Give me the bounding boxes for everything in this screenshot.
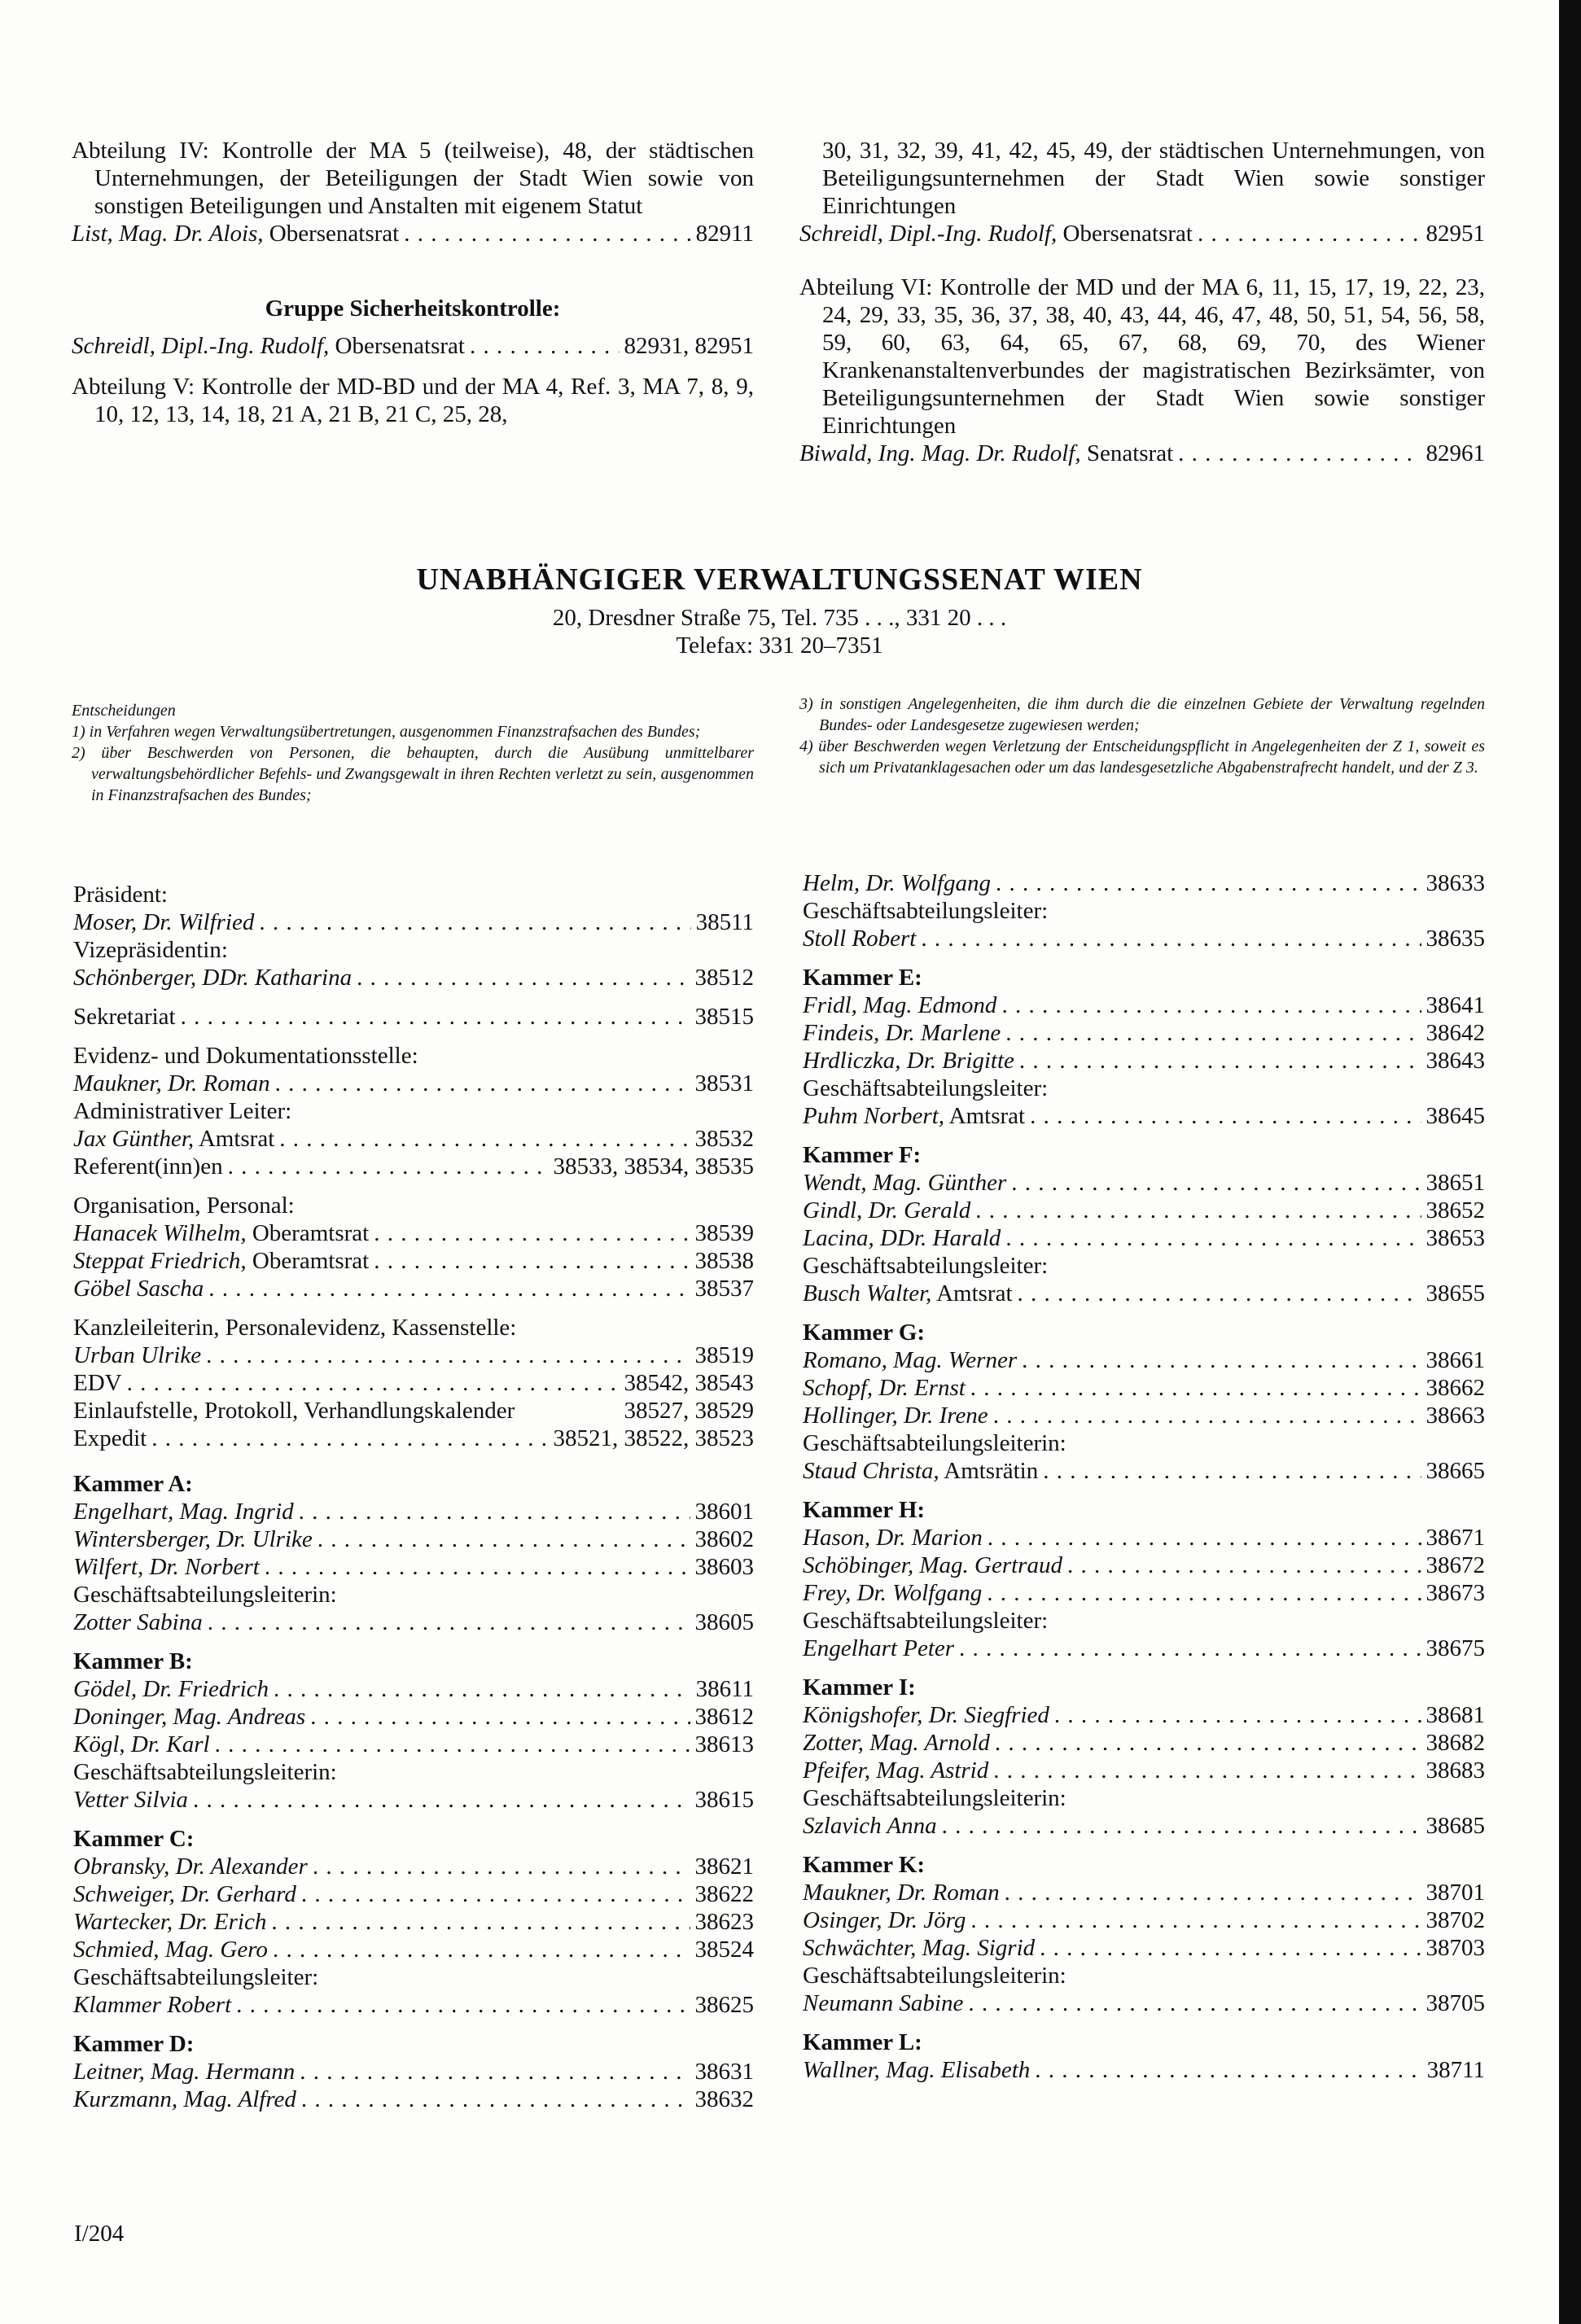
member-entry [73,1991,754,2019]
expedit-label: Expedit [73,1425,147,1451]
member-entry [803,1019,1485,1047]
member-entry [803,1989,1485,2017]
phone-number: 38682 [1426,1730,1485,1756]
top-right-column [799,137,1485,467]
person-name: Kurzmann, Mag. Alfred [73,2086,296,2112]
ga-label: Geschäftsabteilungsleiter: [803,1253,1049,1279]
fax-line: Telefax: 331 20–7351 [676,632,883,659]
person-name: Zotter Sabina [73,1609,203,1635]
phone-number: 38605 [694,1609,754,1635]
member-entry [803,1934,1485,1962]
person-name: Findeis, Dr. Marlene [803,1020,1001,1046]
person-name: Vetter Silvia [73,1787,188,1813]
page-number: I/204 [74,2221,125,2247]
phone-number: 38602 [694,1526,754,1552]
person-name: Engelhart Peter [803,1635,955,1661]
phone-number: 38615 [694,1787,754,1813]
member-entry [803,1457,1485,1485]
phone-number: 38701 [1426,1880,1485,1906]
ga-label: Geschäftsabteilungsleiterin: [73,1759,337,1785]
person-role: Amtsrat [948,1103,1026,1129]
person-role: Oberamtsrat [252,1248,370,1274]
person-name: Steppat Friedrich, [73,1248,247,1274]
phone-number: 38662 [1426,1375,1485,1401]
org-label: Organisation, Personal: [73,1193,295,1219]
address-line: 20, Dresdner Straße 75, Tel. 735 . . ., 331 20 . . . [552,605,1007,631]
member-entry [803,1729,1485,1757]
secretariat-label: Sekretariat [73,1004,176,1030]
person-name: Staud Christa, [803,1458,939,1484]
member-entry [803,1102,1485,1130]
person-role: Obersenatsrat [1062,221,1193,247]
member-entry [803,1197,1485,1224]
abteilung-v-text: Abteilung V: Kontrolle der MD-BD und der MA 4, Ref. 3, MA 7, 8, 9, 10, 12, 13, 14, 18, 21 A, 21 B, 21 C, 25, 28, [72,374,754,427]
phone-number: 38542, 38543 [624,1370,754,1396]
vice-president-label: Vizepräsidentin: [73,937,228,963]
abteilung-vi-text: Abteilung VI: Kontrolle der MD und der MA 6, 11, 15, 17, 19, 22, 23, 24, 29, 33, 35, 36, 37, 38, 40, 43, 44, 46, 47, 48, 50, 51, 54, 56, 58, 59, 60, 63, 64, 65, 67, 68, 69, 70, des Wiener Krankenanstaltenverbundes der magistratischen Bezirksämter, von Beteiligungsunternehmen der Stadt Wien sowie sonstiger Einrichtungen [799,274,1485,439]
kammer-block [73,1648,754,1825]
phone-number: 38705 [1426,1990,1485,2016]
person-name: Helm, Dr. Wolfgang [803,870,991,896]
kammer-l [803,2029,1485,2095]
phone-number: 38611 [695,1676,754,1702]
member-entry [73,1608,754,1636]
abteilung-vi-entry [799,440,1485,467]
phone-number: 38521, 38522, 38523 [553,1425,754,1451]
vice-president-entry [73,964,754,991]
edv-entry [73,1369,754,1397]
kammer-block [803,964,1485,1141]
kammer-block [803,1674,1485,1851]
member-entry [803,1552,1485,1579]
person-name: Gödel, Dr. Friedrich [73,1676,269,1702]
kammer-heading: Kammer D: [73,2031,195,2057]
person-name: Schreidl, Dipl.-Ing. Rudolf, [72,333,330,359]
abteilung-iv-entry [72,220,754,247]
phone-number: 38539 [694,1220,754,1246]
member-entry [803,925,1485,952]
person-name: Pfeifer, Mag. Astrid [803,1757,989,1783]
phone-number: 38652 [1426,1197,1485,1223]
phone-number: 38673 [1426,1580,1485,1606]
group-entry [72,332,754,360]
decision-item: 4) über Beschwerden wegen Verletzung der Entscheidungspflicht in Angelegenheiten der Z 1, soweit es sich um Privatanklagesachen oder um das landesgesetzliche Abgabenstrafrecht handelt, und der Z 3. [799,737,1485,777]
phone-number: 38632 [694,2086,754,2112]
member-entry [803,1579,1485,1607]
member-entry [803,991,1485,1019]
edv-label: EDV [73,1370,122,1396]
evidenz-entry [73,1070,754,1097]
ga-label: Geschäftsabteilungsleiter: [73,1964,319,1990]
phone-number: 38702 [1426,1907,1485,1933]
member-entry [73,1936,754,1963]
person-name: Lacina, DDr. Harald [803,1225,1001,1251]
person-name: List, Mag. Dr. Alois, [72,221,264,247]
phone-number: 38527, 38529 [624,1398,754,1424]
phone-number: 38642 [1426,1020,1485,1046]
phone-number: 38531 [694,1070,754,1096]
phone-number: 38519 [694,1342,754,1368]
person-role: Obersenatsrat [335,333,465,359]
phone-number: 38653 [1426,1225,1485,1251]
abteilung-iv-text: Abteilung IV: Kontrolle der MA 5 (teilweise), 48, der städtischen Unternehmungen, der Beteiligungen der Stadt Wien sowie von sonstigen Beteiligungen und Anstalten mit eigenem Statut [72,138,754,219]
member-entry [803,1879,1485,1906]
phone-number: 38685 [1426,1813,1485,1839]
person-name: Engelhart, Mag. Ingrid [73,1499,294,1525]
member-entry [73,1703,754,1731]
kammer-heading: Kammer B: [73,1648,193,1674]
member-entry [803,1701,1485,1729]
decision-item: 2) über Beschwerden von Personen, die behaupten, durch die Ausübung unmittelbarer verwaltungsbehördlicher Befehls- und Zwangsgewalt in ihren Rechten verletzt zu sein, ausgenommen in Finanzstrafsachen des Bundes; [72,744,754,804]
einlauf-label: Einlaufstelle, Protokoll, Verhandlungskalender [73,1398,515,1424]
member-entry [803,1524,1485,1552]
phone-number: 38625 [694,1992,754,2018]
person-name: Schönberger, DDr. Katharina [73,965,353,991]
person-name: Königshofer, Dr. Siegfried [803,1702,1049,1728]
person-name: Romano, Mag. Werner [803,1347,1018,1373]
person-name: Kögl, Dr. Karl [73,1731,210,1757]
phone-number: 38711 [1426,2057,1485,2083]
phone-number: 38533, 38534, 38535 [553,1153,754,1180]
president-entry [73,908,754,936]
admin-entry [73,1125,754,1153]
person-name: Stoll Robert [803,926,917,952]
kammer-block [73,1470,754,1648]
phone-number: 38683 [1426,1757,1485,1783]
ga-label: Geschäftsabteilungsleiter: [803,1075,1049,1101]
kammer-d-start [73,2030,754,2113]
member-entry [803,2056,1485,2084]
top-left-column [72,137,754,428]
person-name: Hollinger, Dr. Irene [803,1403,988,1429]
phone-number: 38537 [694,1276,754,1302]
member-entry [73,1498,754,1525]
kammer-heading: Kammer A: [73,1471,193,1497]
member-entry [73,1525,754,1553]
phone-number: 38672 [1426,1552,1485,1578]
ga-label: Geschäftsabteilungsleiterin: [803,1785,1066,1811]
member-entry [803,1169,1485,1197]
person-name: Biwald, Ing. Mag. Dr. Rudolf, [799,440,1081,466]
phone-number: 38661 [1426,1347,1485,1373]
person-name: Maukner, Dr. Roman [73,1070,270,1096]
kanzlei-label: Kanzleileiterin, Personalevidenz, Kassenstelle: [73,1315,517,1341]
member-entry [73,2085,754,2113]
member-entry [803,1812,1485,1840]
kammer-heading: Kammer E: [803,965,922,991]
phone-number: 38633 [1426,870,1485,896]
kammer-heading: Kammer I: [803,1674,916,1700]
ga-label: Geschäftsabteilungsleiter: [803,1608,1049,1634]
person-role: Amtsrätin [944,1458,1039,1484]
member-entry [803,1906,1485,1934]
ga-label: Geschäftsabteilungsleiterin: [803,1430,1066,1456]
person-name: Wendt, Mag. Günther [803,1170,1007,1196]
phone-number: 38641 [1426,992,1485,1018]
phone-number: 38651 [1426,1170,1485,1196]
lower-left-column [73,881,754,2113]
person-name: Wallner, Mag. Elisabeth [803,2057,1031,2083]
member-entry [803,1047,1485,1074]
kammer-heading: Kammer C: [73,1826,195,1852]
kammer-heading: Kammer L: [803,2029,922,2055]
secretariat-entry [73,1003,754,1031]
phone-number: 38511 [695,909,754,935]
person-name: Fridl, Mag. Edmond [803,992,997,1018]
person-name: Neumann Sabine [803,1990,964,2016]
kammer-heading: Kammer F: [803,1142,922,1168]
person-name: Göbel Sascha [73,1276,204,1302]
kammer-block [73,1825,754,2030]
member-entry [73,1553,754,1581]
org-entry [73,1247,754,1275]
kammern-left [73,1470,754,2030]
kammer-block [803,2029,1485,2095]
phone-number: 38663 [1426,1403,1485,1429]
person-name: Puhm Norbert, [803,1103,944,1129]
phone-number: 82911 [695,221,754,247]
member-entry [73,1731,754,1758]
group-heading: Gruppe Sicherheitskontrolle: [265,295,561,322]
section-title: UNABHÄNGIGER VERWALTUNGSSENAT WIEN [416,562,1143,597]
ga-label: Geschäftsabteilungsleiterin: [803,1963,1066,1989]
phone-number: 38601 [694,1499,754,1525]
person-name: Wilfert, Dr. Norbert [73,1554,260,1580]
person-name: Moser, Dr. Wilfried [73,909,255,935]
person-name: Schweiger, Dr. Gerhard [73,1881,296,1907]
ga-label: Geschäftsabteilungsleiter: [803,898,1049,924]
expedit-entry [73,1425,754,1452]
abteilung-v-continuation: 30, 31, 32, 39, 41, 42, 45, 49, der städtischen Unternehmungen, von Beteiligungsunternehmen der Stadt Wien sowie sonstiger Einrichtungen [822,138,1485,219]
person-name: Klammer Robert [73,1992,232,2018]
phone-number: 38621 [694,1854,754,1880]
member-entry [803,1757,1485,1784]
president-label: Präsident: [73,882,168,908]
phone-number: 38623 [694,1909,754,1935]
phone-number: 38613 [694,1731,754,1757]
person-name: Schöbinger, Mag. Gertraud [803,1552,1062,1578]
kanzlei-entry [73,1341,754,1369]
phone-number: 38612 [694,1704,754,1730]
einlauf-entry [73,1397,754,1425]
referent-entry [73,1153,754,1180]
referent-label: Referent(inn)en [73,1153,223,1180]
kammer-block [803,1319,1485,1496]
person-name: Urban Ulrike [73,1342,202,1368]
member-entry [803,1224,1485,1252]
member-entry [803,1402,1485,1429]
phone-number: 38635 [1426,926,1485,952]
scan-edge [1559,0,1581,2324]
member-entry [73,1853,754,1880]
person-role: Obersenatsrat [269,221,400,247]
person-name: Maukner, Dr. Roman [803,1880,1000,1906]
kammer-heading: Kammer G: [803,1320,926,1346]
address-block [0,604,1559,659]
evidenz-label: Evidenz- und Dokumentationsstelle: [73,1043,418,1069]
person-role: Senatsrat [1086,440,1174,466]
kammer-block [803,1496,1485,1674]
person-name: Busch Walter, [803,1280,932,1306]
phone-number: 82951 [1426,221,1485,247]
person-name: Wintersberger, Dr. Ulrike [73,1526,313,1552]
phone-number: 38512 [694,965,754,991]
decision-item: 3) in sonstigen Angelegenheiten, die ihm durch die die einzelnen Gebiete der Verwaltung regelnden Bundes- oder Landesgesetze zugewiesen werden; [799,695,1485,734]
org-entry [73,1219,754,1247]
member-entry [803,1374,1485,1402]
person-name: Jax Günther, [73,1126,195,1152]
person-name: Schmied, Mag. Gero [73,1937,268,1963]
phone-number: 38515 [694,1004,754,1030]
kammer-block [803,1141,1485,1319]
person-name: Schwächter, Mag. Sigrid [803,1935,1036,1961]
kammern-right [803,964,1485,2029]
member-entry [73,1880,754,1908]
person-name: Zotter, Mag. Arnold [803,1730,990,1756]
kammer-d-continuation [803,869,1485,964]
phone-number: 38622 [694,1881,754,1907]
decisions-right [799,694,1485,778]
kammer-heading: Kammer K: [803,1852,926,1878]
person-name: Osinger, Dr. Jörg [803,1907,966,1933]
decisions-heading: Entscheidungen [72,702,176,720]
person-name: Hrdliczka, Dr. Brigitte [803,1048,1014,1074]
phone-number: 38631 [694,2059,754,2085]
phone-number: 38655 [1426,1280,1485,1306]
continuation-entry [799,220,1485,247]
admin-label: Administrativer Leiter: [73,1098,292,1124]
person-name: Wartecker, Dr. Erich [73,1909,267,1935]
member-entry [803,1346,1485,1374]
ga-label: Geschäftsabteilungsleiterin: [73,1582,337,1608]
decisions-left [72,700,754,806]
member-entry [73,2058,754,2085]
person-role: Amtsrat [936,1280,1013,1306]
person-name: Schopf, Dr. Ernst [803,1375,966,1401]
person-name: Doninger, Mag. Andreas [73,1704,306,1730]
person-name: Szlavich Anna [803,1813,937,1839]
phone-number: 82961 [1426,440,1485,466]
phone-number: 38643 [1426,1048,1485,1074]
phone-number: 38538 [694,1248,754,1274]
member-entry [73,1786,754,1814]
phone-number: 38665 [1426,1458,1485,1484]
phone-number: 38703 [1426,1935,1485,1961]
person-name: Hason, Dr. Marion [803,1525,983,1551]
lower-right-column [803,869,1485,2095]
member-entry [73,1675,754,1703]
person-name: Leitner, Mag. Hermann [73,2059,296,2085]
person-name: Obransky, Dr. Alexander [73,1854,308,1880]
phone-number: 38681 [1426,1702,1485,1728]
phone-number: 38603 [694,1554,754,1580]
phone-number: 38524 [694,1937,754,1963]
phone-number: 82931, 82951 [624,333,754,359]
person-name: Frey, Dr. Wolfgang [803,1580,983,1606]
member-entry [73,1908,754,1936]
person-name: Hanacek Wilhelm, [73,1220,247,1246]
phone-number: 38645 [1426,1103,1485,1129]
phone-number: 38532 [694,1126,754,1152]
phone-number: 38671 [1426,1525,1485,1551]
decision-item: 1) in Verfahren wegen Verwaltungsübertretungen, ausgenommen Finanzstrafsachen des Bundes; [72,723,701,741]
kammer-block [803,1851,1485,2029]
person-role: Oberamtsrat [252,1220,370,1246]
member-entry [803,869,1485,897]
phone-number: 38675 [1426,1635,1485,1661]
kammer-heading: Kammer H: [803,1497,926,1523]
org-entry [73,1275,754,1302]
person-role: Amtsrat [198,1126,275,1152]
person-name: Gindl, Dr. Gerald [803,1197,971,1223]
person-name: Schreidl, Dipl.-Ing. Rudolf, [799,221,1058,247]
member-entry [803,1280,1485,1307]
member-entry [803,1635,1485,1662]
